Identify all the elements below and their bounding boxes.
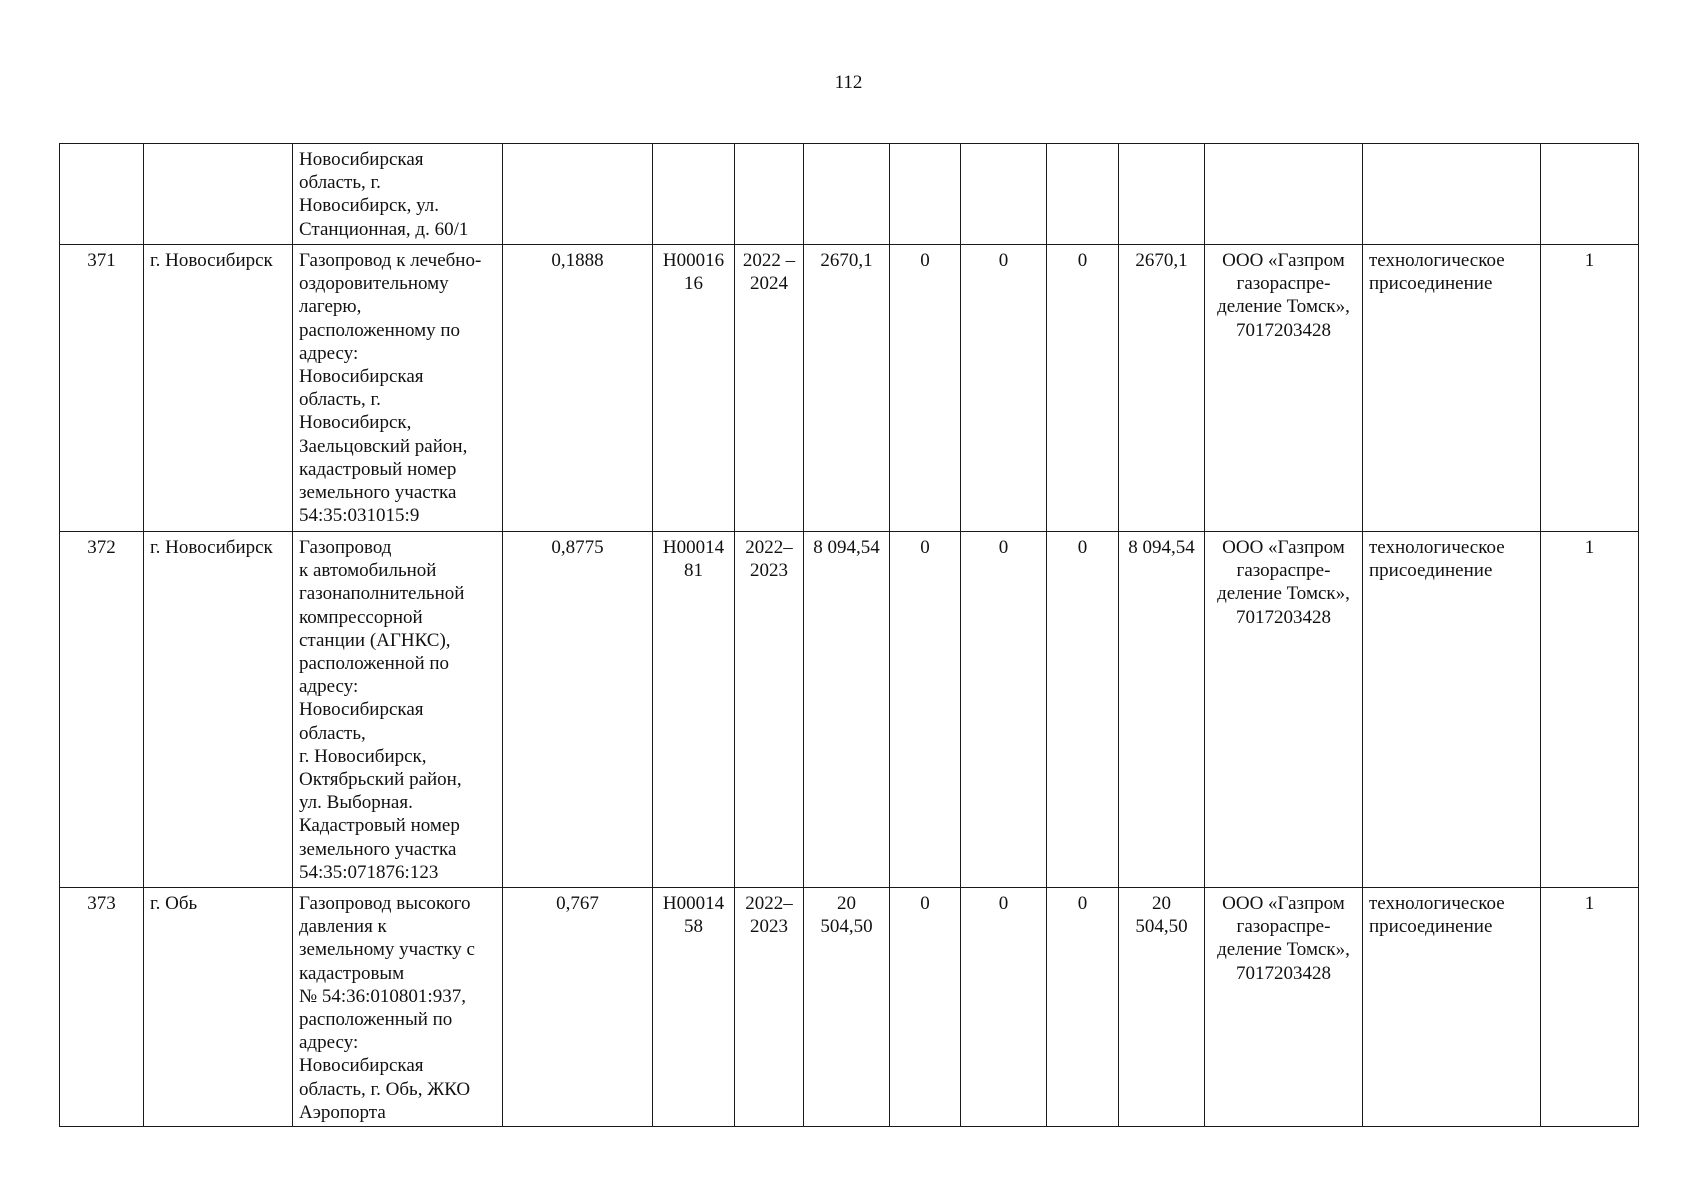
table-row (60, 888, 1639, 1127)
organization-cell (1205, 144, 1363, 245)
value-cell: 20 504,50 (1119, 888, 1205, 1127)
organization-cell: ООО «Газпром газораспре- деление Томск», 7017203428 (1205, 532, 1363, 888)
total-cost-cell: 2670,1 (804, 245, 890, 532)
value-cell: 0 (1047, 245, 1119, 532)
organization-cell: ООО «Газпром газораспре- деление Томск», 7017203428 (1205, 245, 1363, 532)
purpose-cell: технологическое присоединение (1363, 532, 1541, 888)
locality-cell: г. Обь (144, 888, 293, 1127)
total-cost-cell (804, 144, 890, 245)
period-cell (735, 144, 804, 245)
object-description-cell: Новосибирская область, г. Новосибирск, ул. Станционная, д. 60/1 (293, 144, 503, 245)
locality-cell: г. Новосибирск (144, 532, 293, 888)
row-number (60, 144, 144, 245)
code-cell: Н00016 16 (653, 245, 735, 532)
purpose-cell: технологическое присоединение (1363, 245, 1541, 532)
locality-cell (144, 144, 293, 245)
length-cell: 0,767 (503, 888, 653, 1127)
value-cell: 2670,1 (1119, 245, 1205, 532)
value-cell: 8 094,54 (1119, 532, 1205, 888)
row-number: 372 (60, 532, 144, 888)
row-number: 371 (60, 245, 144, 532)
locality-cell: г. Новосибирск (144, 245, 293, 532)
value-cell: 0 (890, 888, 961, 1127)
page-number: 112 (834, 72, 863, 93)
object-description-cell: Газопровод высокого давления к земельному участку с кадастровым № 54:36:010801:937, расположенный по адресу: Новосибирская область, г. Обь, ЖКО Аэропорта (293, 888, 503, 1127)
period-cell: 2022– 2023 (735, 888, 804, 1127)
purpose-cell (1363, 144, 1541, 245)
object-description-cell: Газопровод к лечебно- оздоровительному лагерю, расположенному по адресу: Новосибирская область, г. Новосибирск, Заельцовский район, кадастровый номер земельного участка 54:35:031015:9 (293, 245, 503, 532)
value-cell: 0 (1047, 532, 1119, 888)
code-cell (653, 144, 735, 245)
value-cell: 0 (961, 532, 1047, 888)
value-cell: 0 (961, 245, 1047, 532)
value-cell: 1 (1541, 888, 1639, 1127)
row-number: 373 (60, 888, 144, 1127)
purpose-cell: технологическое присоединение (1363, 888, 1541, 1127)
code-cell: Н00014 58 (653, 888, 735, 1127)
code-cell: Н00014 81 (653, 532, 735, 888)
value-cell (890, 144, 961, 245)
value-cell (1119, 144, 1205, 245)
value-cell (1541, 144, 1639, 245)
length-cell (503, 144, 653, 245)
total-cost-cell: 8 094,54 (804, 532, 890, 888)
value-cell: 0 (961, 888, 1047, 1127)
table-row (60, 144, 1639, 245)
period-cell: 2022 – 2024 (735, 245, 804, 532)
total-cost-cell: 20 504,50 (804, 888, 890, 1127)
value-cell: 0 (890, 532, 961, 888)
registry-table (59, 143, 1639, 1127)
value-cell: 0 (890, 245, 961, 532)
object-description-cell: Газопровод к автомобильной газонаполнительной компрессорной станции (АГНКС), расположенной по адресу: Новосибирская область, г. Новосибирск, Октябрьский район, ул. Выборная. Кадастровый номер земельного участка 54:35:071876:123 (293, 532, 503, 888)
organization-cell: ООО «Газпром газораспре- деление Томск», 7017203428 (1205, 888, 1363, 1127)
value-cell (1047, 144, 1119, 245)
value-cell (961, 144, 1047, 245)
table-row (60, 532, 1639, 888)
value-cell: 1 (1541, 532, 1639, 888)
value-cell: 1 (1541, 245, 1639, 532)
length-cell: 0,1888 (503, 245, 653, 532)
length-cell: 0,8775 (503, 532, 653, 888)
table-row (60, 245, 1639, 532)
value-cell: 0 (1047, 888, 1119, 1127)
period-cell: 2022– 2023 (735, 532, 804, 888)
